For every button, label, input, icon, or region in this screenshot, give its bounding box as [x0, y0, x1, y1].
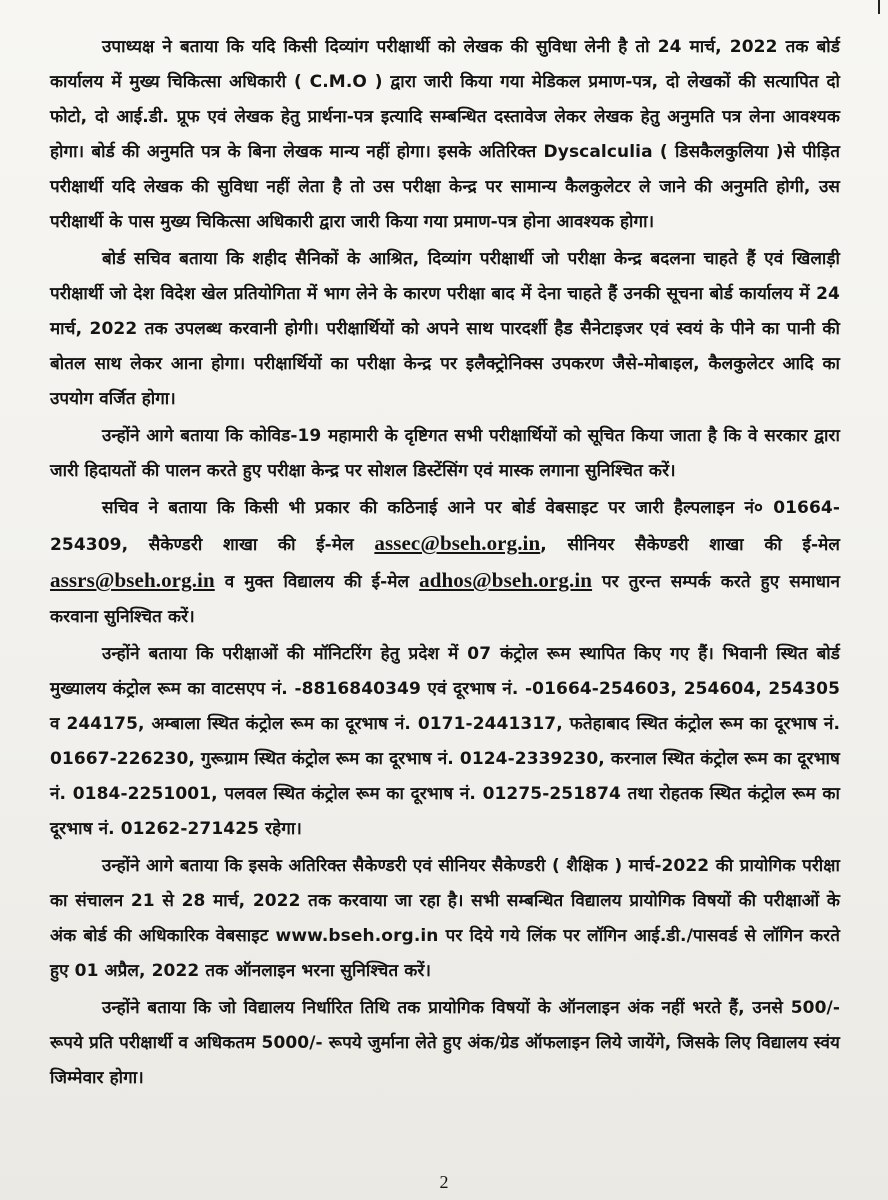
paragraph [50, 991, 840, 1096]
paragraph-text: उन्होंने आगे बताया कि इसके अतिरिक्त सैकेण्डरी एवं सीनियर सैकेण्डरी ( शैक्षिक ) मार्च-2022 की प्रायोगिक परीक्षा का संचालन 21 से 28 मार्च, 2022 तक करवाया जा रहा है। सभी सम्बन्धित विद्यालय प्रायोगिक विषयों की परीक्षाओं के अंक बोर्ड की अधिकारिक वेबसाइट www.bseh.org.in पर दिये गये लिंक पर लॉगिन आई.डी./पासवर्ड से लॉगिन करते हुए 01 अप्रैल, 2022 तक ऑनलाइन भरना सुनिश्चित करें। [50, 856, 840, 981]
paragraph [50, 419, 840, 489]
paragraph-text: पर तुरन्त सम्पर्क करते हुए समाधान करवाना सुनिश्चित करें। [50, 572, 840, 627]
paragraph [50, 242, 840, 417]
corner-mark [878, 0, 880, 14]
paragraph-text: उन्होंने आगे बताया कि कोविड-19 महामारी के दृष्टिगत सभी परीक्षार्थियों को सूचित किया जाता है कि वे सरकार द्वारा जारी हिदायतों की पालन करते हुए परीक्षा केन्द्र पर सोशल डिस्टेंसिंग एवं मास्क लगाना सुनिश्चित करें। [50, 426, 840, 481]
paragraph-text: उपाध्यक्ष ने बताया कि यदि किसी दिव्यांग परीक्षार्थी को लेखक की सुविधा लेनी है तो 24 मार्च, 2022 तक बोर्ड कार्यालय में मुख्य चिकित्सा अधिकारी ( C.M.O ) द्वारा जारी किया गया मेडिकल प्रमाण-पत्र, दो लेखकों की सत्यापित दो फोटो, दो आई.डी. प्रूफ एवं लेखक हेतु प्रार्थना-पत्र इत्यादि सम्बन्धित दस्तावेज लेकर लेखक हेतु अनुमति पत्र लेना आवश्यक होगा। बोर्ड की अनुमति पत्र के बिना लेखक मान्य नहीं होगा। इसके अतिरिक्त Dyscalculia ( डिसकैलकुलिया )से पीड़ित परीक्षार्थी यदि लेखक की सुविधा नहीं लेता है तो उस परीक्षा केन्द्र पर सामान्य कैलकुलेटर ले जाने की अनुमति होगी, उस परीक्षार्थी के पास मुख्य चिकित्सा अधिकारी द्वारा जारी किया गया प्रमाण-पत्र होना आवश्यक होगा। [50, 37, 840, 232]
paragraph-text: बोर्ड सचिव बताया कि शहीद सैनिकों के आश्रित, दिव्यांग परीक्षार्थी जो परीक्षा केन्द्र बदलना चाहते हैं एवं खिलाड़ी परीक्षार्थी जो देश विदेश खेल प्रतियोगिता में भाग लेने के कारण परीक्षा बाद में देना चाहते हैं उनकी सूचना बोर्ड कार्यालय में 24 मार्च, 2022 तक उपलब्ध करवानी होगी। परीक्षार्थियों को अपने साथ पारदर्शी हैड सैनेटाइजर एवं स्वयं के पीने का पानी की बोतल साथ लेकर आना होगा। परीक्षार्थियों का परीक्षा केन्द्र पर इलैक्ट्रोनिक्स उपकरण जैसे-मोबाइल, कैलकुलेटर आदि का उपयोग वर्जित होगा। [50, 249, 840, 409]
email-link[interactable]: adhos@bseh.org.in [419, 568, 593, 592]
paragraph-text: , सीनियर सैकेण्डरी शाखा की ई-मेल [540, 535, 840, 555]
page-number: 2 [439, 1172, 449, 1192]
paragraph [50, 491, 840, 635]
paragraph [50, 30, 840, 240]
paragraph-text: उन्होंने बताया कि जो विद्यालय निर्धारित तिथि तक प्रायोगिक विषयों के ऑनलाइन अंक नहीं भरते हैं, उनसे 500/- रूपये प्रति परीक्षार्थी व अधिकतम 5000/- रूपये जुर्माना लेते हुए अंक/ग्रेड ऑफलाइन लिये जायेंगे, जिसके लिए विद्यालय स्वंय जिम्मेवार होगा। [50, 998, 841, 1088]
email-link[interactable]: assec@bseh.org.in [374, 531, 541, 555]
paragraph-text: सचिव ने बताया कि किसी भी प्रकार की कठिनाई आने पर बोर्ड वेबसाइट पर जारी हैल्पलाइन नं० 01664-254309, सैकेण्डरी शाखा की ई-मेल [50, 498, 840, 555]
paragraph [50, 849, 840, 989]
paragraph-text: व मुक्त विद्यालय की ई-मेल [214, 572, 420, 592]
document-body [50, 30, 840, 1098]
paragraph [50, 637, 840, 847]
email-link[interactable]: assrs@bseh.org.in [50, 568, 215, 592]
paragraph-text: उन्होंने बताया कि परीक्षाओं की मॉनिटरिंग हेतु प्रदेश में 07 कंट्रोल रूम स्थापित किए गए हैं। भिवानी स्थित बोर्ड मुख्यालय कंट्रोल रूम का वाटसएप नं. -8816840349 एवं दूरभाष नं. -01664-254603, 254604, 254305 व 244175, अम्बाला स्थित कंट्रोल रूम का दूरभाष नं. 0171-2441317, फतेहाबाद स्थित कंट्रोल रूम का दूरभाष नं. 01667-226230, गुरूग्राम स्थित कंट्रोल रूम का दूरभाष नं. 0124-2339230, करनाल स्थित कंट्रोल रूम का दूरभाष नं. 0184-2251001, पलवल स्थित कंट्रोल रूम का दूरभाष नं. 01275-251874 तथा रोहतक स्थित कंट्रोल रूम का दूरभाष नं. 01262-271425 रहेगा। [50, 644, 840, 839]
